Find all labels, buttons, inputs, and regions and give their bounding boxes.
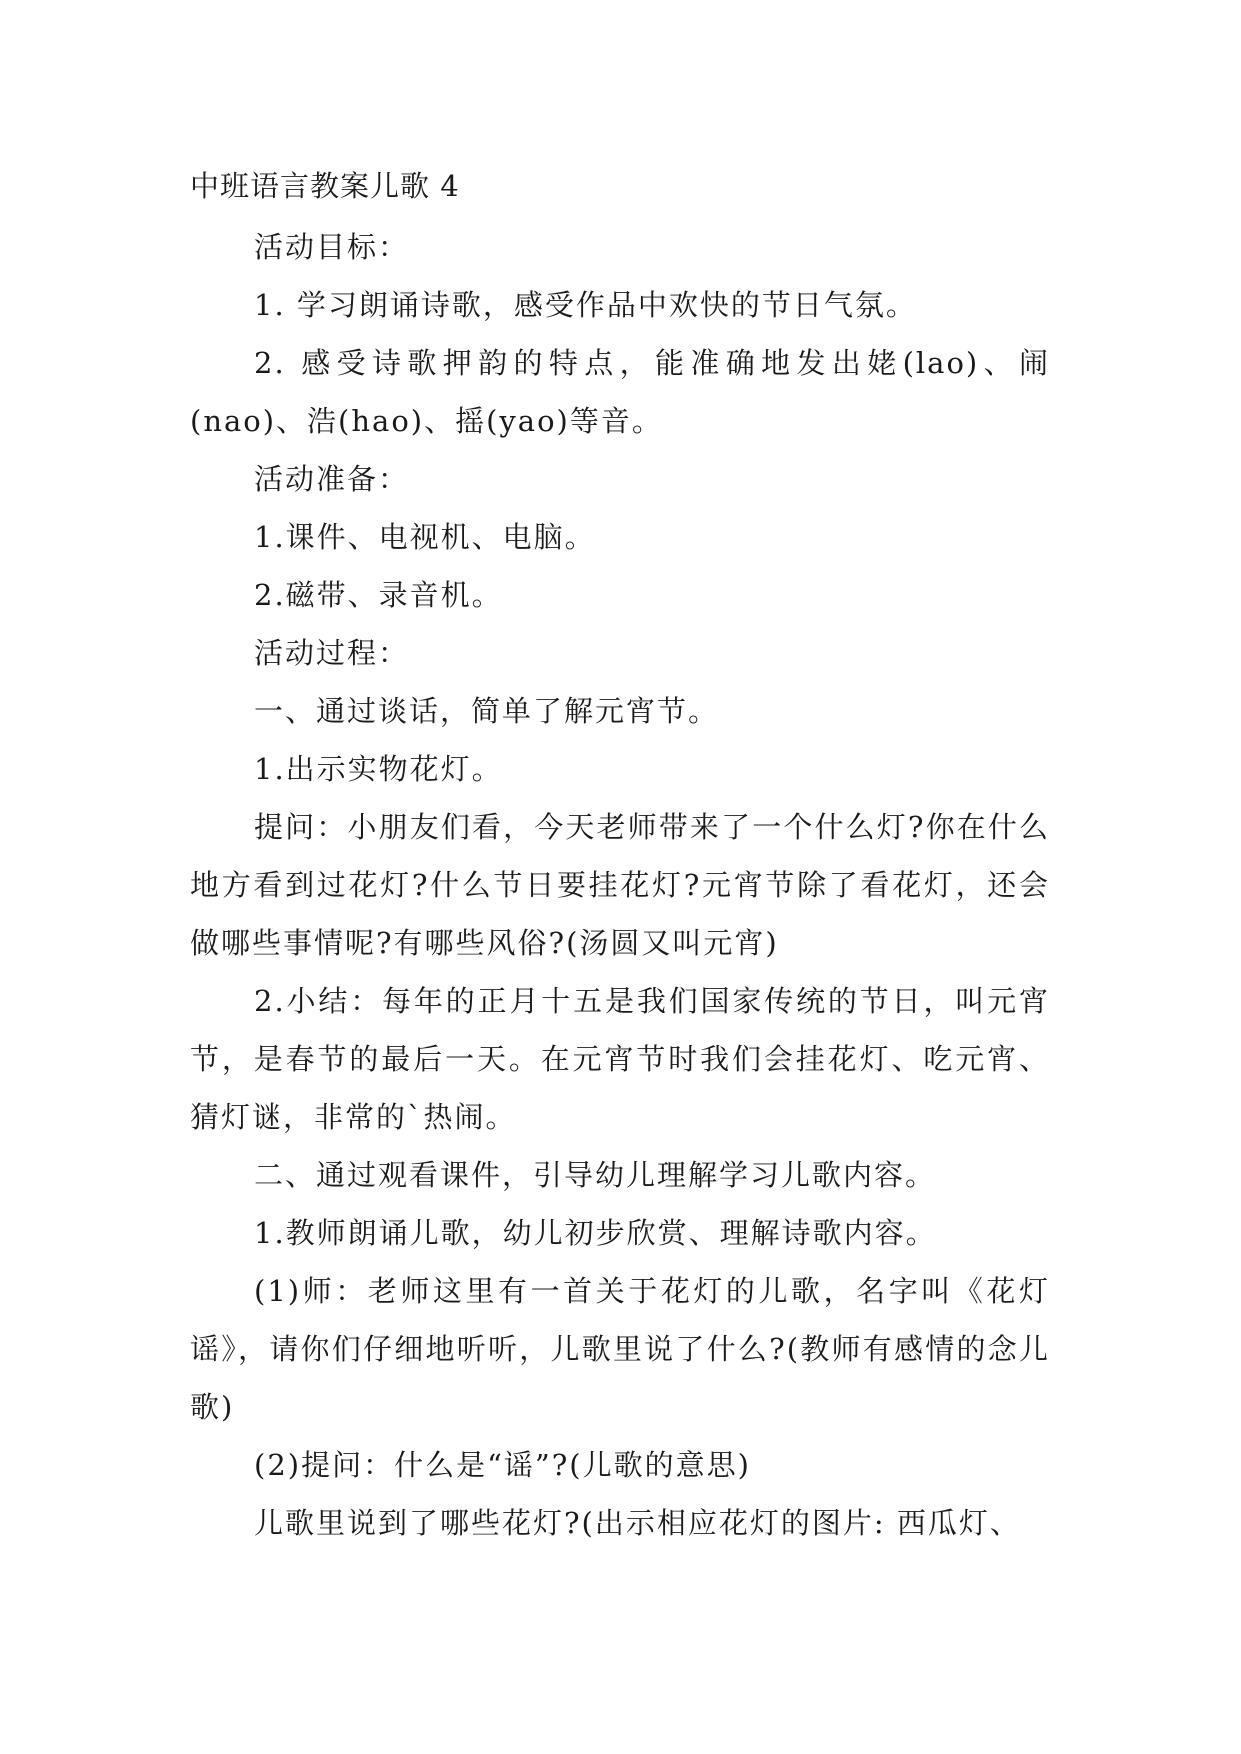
paragraph-goal-1: 1. 学习朗诵诗歌，感受作品中欢快的节日气氛。 [254,288,917,322]
paragraph-preparation-1: 1.课件、电视机、电脑。 [254,520,596,554]
paragraph-lanterns: 儿歌里说到了哪些花灯?(出示相应花灯的图片: 西瓜灯、 [254,1506,1021,1540]
paragraph-goal-2: 2. 感受诗歌押韵的特点，能准确地发出姥(lao)、闹(nao)、浩(hao)、摇(yao)等音。 [190,346,1050,438]
paragraph-summary: 2.小结：每年的正月十五是我们国家传统的节日，叫元宵节，是春节的最后一天。在元宵节时我们会挂花灯、吃元宵、猜灯谜，非常的`热闹。 [190,984,1050,1134]
document-body [190,160,1050,1552]
document-title: 中班语言教案儿歌 4 [190,169,460,203]
paragraph-activity-goals-heading: 活动目标： [254,230,410,264]
paragraph-section-1: 一、通过谈话，简单了解元宵节。 [254,694,720,728]
paragraph-process-heading: 活动过程： [254,636,410,670]
paragraph-preparation-2: 2.磁带、录音机。 [254,578,503,612]
paragraph-teacher-intro: (1)师：老师这里有一首关于花灯的儿歌，名字叫《花灯谣》，请你们仔细地听听，儿歌里说了什么?(教师有感情的念儿歌) [190,1274,1050,1424]
paragraph-question-2: (2)提问：什么是“谣”?(儿歌的意思) [254,1448,751,1482]
paragraph-question: 提问：小朋友们看，今天老师带来了一个什么灯?你在什么地方看到过花灯?什么节日要挂花灯?元宵节除了看花灯，还会做哪些事情呢?有哪些风俗?(汤圆又叫元宵) [190,810,1050,960]
paragraph-preparation-heading: 活动准备： [254,462,410,496]
paragraph-step-2: 1.教师朗诵儿歌，幼儿初步欣赏、理解诗歌内容。 [254,1216,937,1250]
paragraph-section-2: 二、通过观看课件，引导幼儿理解学习儿歌内容。 [254,1158,937,1192]
paragraph-step-1: 1.出示实物花灯。 [254,752,503,786]
